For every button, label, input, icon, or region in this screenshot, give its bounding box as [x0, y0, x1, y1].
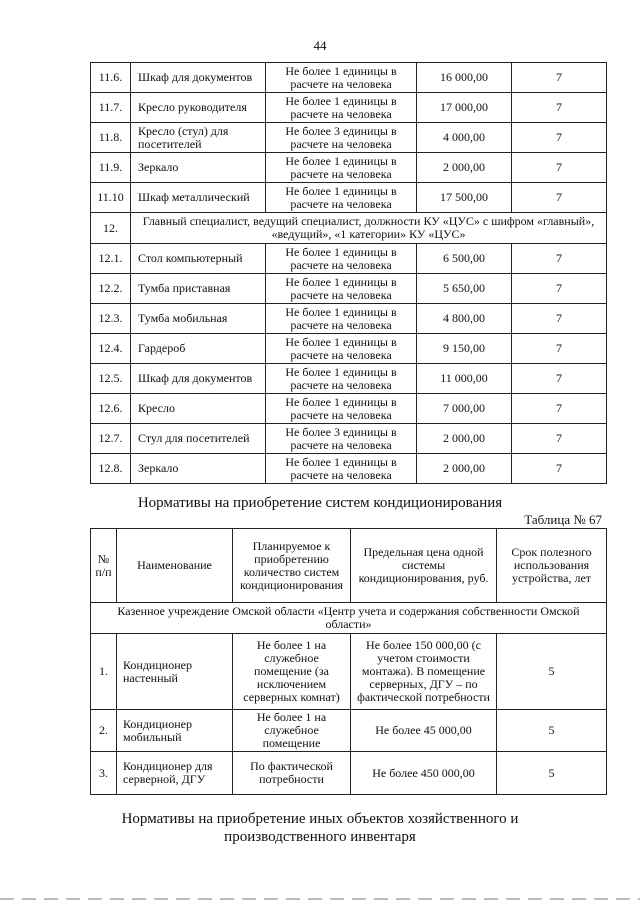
row-term: 5 — [497, 752, 607, 795]
row-price: 11 000,00 — [417, 364, 512, 394]
row-term: 7 — [512, 153, 607, 183]
table-row — [91, 183, 607, 213]
row-num: 11.10 — [91, 183, 131, 213]
row-term: 5 — [497, 634, 607, 710]
row-name: Кондиционер мобильный — [117, 710, 233, 752]
row-rule: Не более 1 единицы в расчете на человека — [266, 183, 417, 213]
row-num: 12.7. — [91, 424, 131, 454]
row-term: 7 — [512, 394, 607, 424]
group-title: Главный специалист, ведущий специалист, должности КУ «ЦУС» с шифром «главный», «ведущий», «1 категории» КУ «ЦУС» — [131, 213, 607, 244]
table-row — [91, 274, 607, 304]
table-row — [91, 334, 607, 364]
footer-scan-line — [0, 898, 640, 900]
row-rule: Не более 1 единицы в расчете на человека — [266, 304, 417, 334]
page-number: 44 — [313, 38, 327, 53]
row-price: 16 000,00 — [417, 63, 512, 93]
row-price: 7 000,00 — [417, 394, 512, 424]
row-rule: Не более 1 единицы в расчете на человека — [266, 364, 417, 394]
row-price: Не более 150 000,00 (с учетом стоимости монтажа). В помещение серверных, ДГУ – по фактической потребности — [351, 634, 497, 710]
row-num: 11.9. — [91, 153, 131, 183]
row-rule: Не более 3 единицы в расчете на человека — [266, 123, 417, 153]
row-term: 7 — [512, 63, 607, 93]
table-row — [91, 710, 607, 752]
row-price: 6 500,00 — [417, 244, 512, 274]
row-price: 2 000,00 — [417, 454, 512, 484]
col-header-qty: Планируемое к приобретению количество систем кондиционирования — [233, 529, 351, 603]
row-term: 7 — [512, 424, 607, 454]
row-num: 12.4. — [91, 334, 131, 364]
row-num: 12.2. — [91, 274, 131, 304]
row-num: 12.8. — [91, 454, 131, 484]
row-term: 7 — [512, 454, 607, 484]
col-header-name: Наименование — [117, 529, 233, 603]
row-term: 5 — [497, 710, 607, 752]
row-term: 7 — [512, 304, 607, 334]
section-heading-air-conditioning: Нормативы на приобретение систем кондиционирования — [137, 495, 503, 511]
row-price: Не более 45 000,00 — [351, 710, 497, 752]
section-heading-inventory — [0, 810, 640, 846]
table-row — [91, 153, 607, 183]
row-term: 7 — [512, 123, 607, 153]
row-price: 4 800,00 — [417, 304, 512, 334]
row-name: Тумба приставная — [131, 274, 266, 304]
table-row — [91, 634, 607, 710]
row-name: Тумба мобильная — [131, 304, 266, 334]
row-price: Не более 450 000,00 — [351, 752, 497, 795]
col-header-price: Предельная цена одной системы кондиционирования, руб. — [351, 529, 497, 603]
row-term: 7 — [512, 93, 607, 123]
row-term: 7 — [512, 244, 607, 274]
row-name: Стул для посетителей — [131, 424, 266, 454]
table-row — [91, 244, 607, 274]
row-name: Зеркало — [131, 153, 266, 183]
row-name: Стол компьютерный — [131, 244, 266, 274]
row-rule: Не более 1 единицы в расчете на человека — [266, 93, 417, 123]
row-num: 11.6. — [91, 63, 131, 93]
table-row — [91, 364, 607, 394]
row-qty: Не более 1 на служебное помещение (за исключением серверных комнат) — [233, 634, 351, 710]
row-name: Кресло — [131, 394, 266, 424]
row-num: 12.3. — [91, 304, 131, 334]
row-rule: Не более 1 единицы в расчете на человека — [266, 274, 417, 304]
group-row — [91, 213, 607, 244]
row-rule: Не более 1 единицы в расчете на человека — [266, 244, 417, 274]
row-name: Гардероб — [131, 334, 266, 364]
furniture-standards-table — [90, 62, 607, 484]
row-num: 3. — [91, 752, 117, 795]
row-term: 7 — [512, 364, 607, 394]
row-name: Шкаф металлический — [131, 183, 266, 213]
table-row — [91, 63, 607, 93]
row-term: 7 — [512, 334, 607, 364]
row-num: 12.1. — [91, 244, 131, 274]
row-price: 2 000,00 — [417, 153, 512, 183]
row-num: 12.6. — [91, 394, 131, 424]
row-name: Кресло (стул) для посетителей — [131, 123, 266, 153]
row-num: 11.8. — [91, 123, 131, 153]
row-qty: Не более 1 на служебное помещение — [233, 710, 351, 752]
table-row — [91, 123, 607, 153]
row-price: 2 000,00 — [417, 424, 512, 454]
row-rule: Не более 1 единицы в расчете на человека — [266, 63, 417, 93]
row-name: Кресло руководителя — [131, 93, 266, 123]
row-rule: Не более 3 единицы в расчете на человека — [266, 424, 417, 454]
col-header-term: Срок полезного использования устройства, лет — [497, 529, 607, 603]
row-rule: Не более 1 единицы в расчете на человека — [266, 153, 417, 183]
table-row — [91, 394, 607, 424]
row-price: 4 000,00 — [417, 123, 512, 153]
row-name: Кондиционер для серверной, ДГУ — [117, 752, 233, 795]
row-price: 17 000,00 — [417, 93, 512, 123]
row-rule: Не более 1 единицы в расчете на человека — [266, 334, 417, 364]
row-num: 1. — [91, 634, 117, 710]
row-rule: Не более 1 единицы в расчете на человека — [266, 394, 417, 424]
row-name: Шкаф для документов — [131, 364, 266, 394]
row-name: Кондиционер настенный — [117, 634, 233, 710]
row-price: 5 650,00 — [417, 274, 512, 304]
table-row — [91, 424, 607, 454]
row-rule: Не более 1 единицы в расчете на человека — [266, 454, 417, 484]
row-name: Зеркало — [131, 454, 266, 484]
row-num: 2. — [91, 710, 117, 752]
group-row: Казенное учреждение Омской области «Центр учета и содержания собственности Омской области» — [91, 603, 607, 634]
row-num: 12. — [91, 213, 131, 244]
row-price: 9 150,00 — [417, 334, 512, 364]
row-price: 17 500,00 — [417, 183, 512, 213]
row-num: 12.5. — [91, 364, 131, 394]
air-conditioning-table — [90, 528, 607, 795]
col-header-num: № п/п — [91, 529, 117, 603]
row-qty: По фактической потребности — [233, 752, 351, 795]
row-term: 7 — [512, 274, 607, 304]
table-row — [91, 304, 607, 334]
row-name: Шкаф для документов — [131, 63, 266, 93]
section-heading-line: производственного инвентаря — [224, 829, 416, 845]
table-row — [91, 752, 607, 795]
row-num: 11.7. — [91, 93, 131, 123]
table-number: Таблица № 67 — [524, 512, 602, 527]
section-heading-line: Нормативы на приобретение иных объектов хозяйственного и — [121, 811, 519, 827]
table-row — [91, 454, 607, 484]
table-row — [91, 93, 607, 123]
row-term: 7 — [512, 183, 607, 213]
